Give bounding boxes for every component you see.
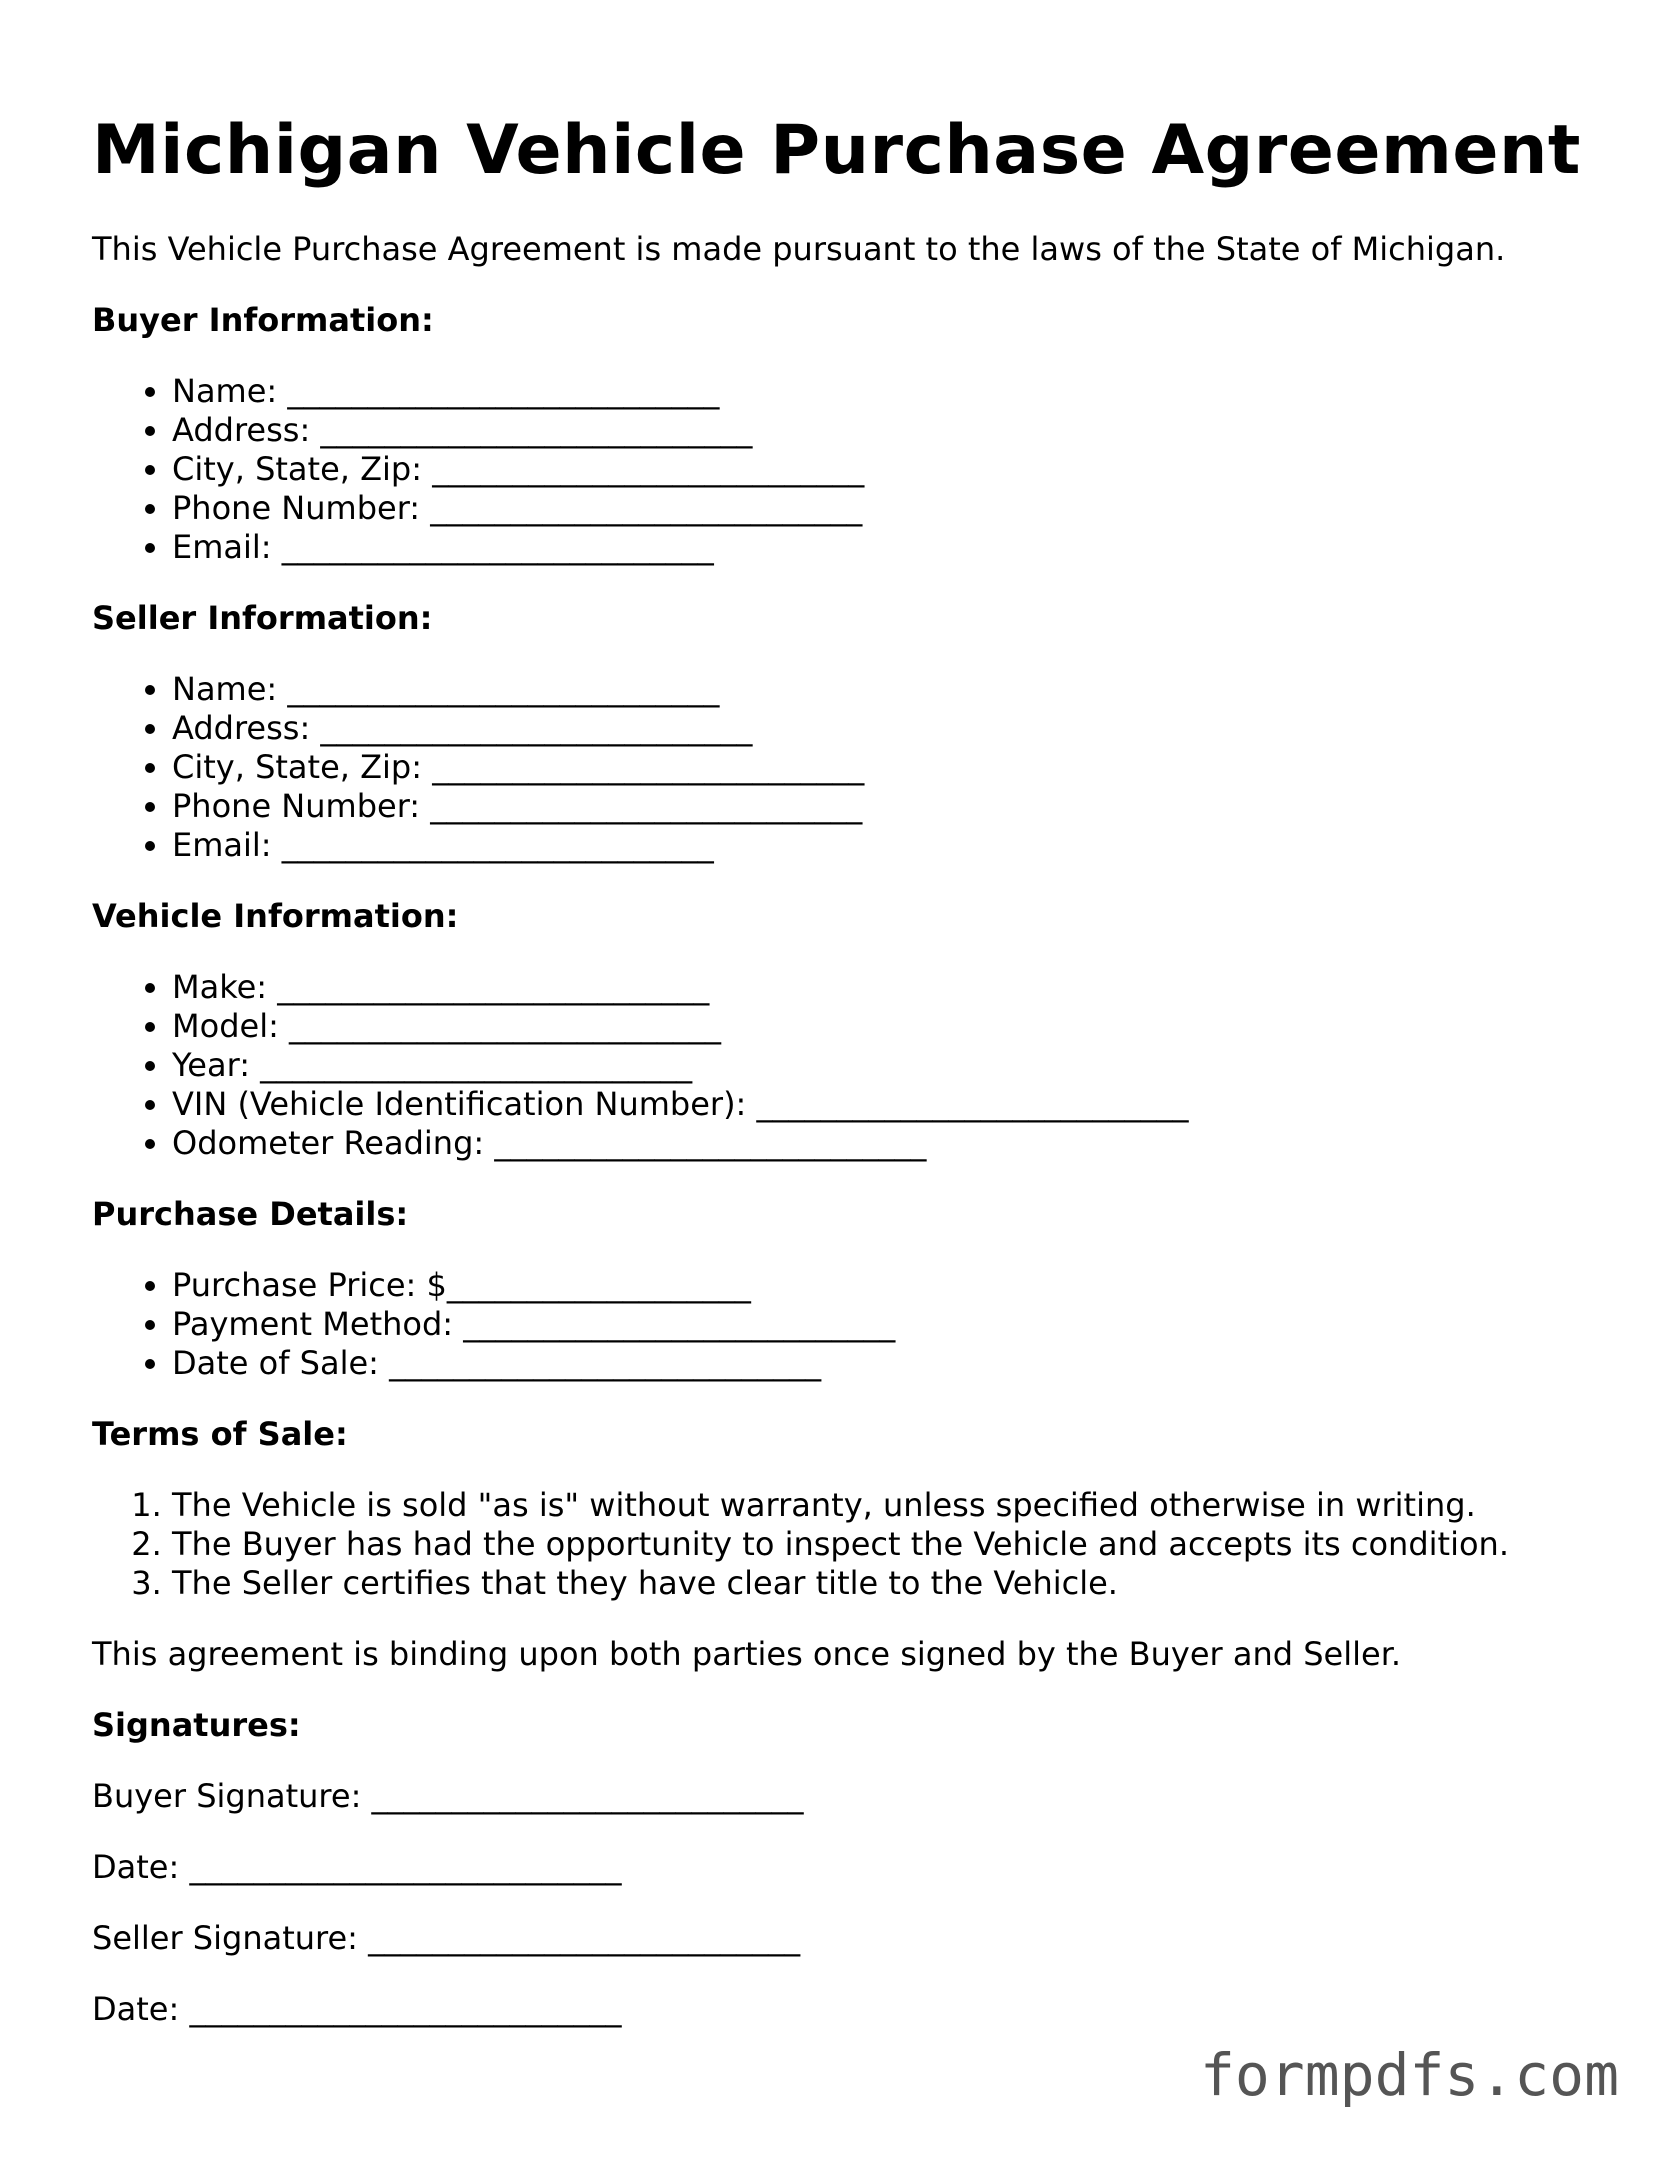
term-item: 3. The Seller certifies that they have clear title to the Vehicle. (172, 1564, 1592, 1603)
terms-list (92, 1486, 1592, 1603)
watermark-logo: formpdfs.com (1199, 2041, 1619, 2109)
seller-fields-list (92, 670, 1592, 865)
signatures-heading: Signatures: (92, 1706, 301, 1744)
buyer-heading: Buyer Information: (92, 301, 434, 339)
vehicle-make-field: • Make: ___________________________ (172, 968, 1592, 1007)
buyer-city-state-zip-field: • City, State, Zip: ___________________________ (172, 450, 1592, 489)
seller-email-field: • Email: ___________________________ (172, 826, 1592, 865)
buyer-phone-field: • Phone Number: ___________________________ (172, 489, 1592, 528)
buyer-signature-line: Buyer Signature: ___________________________ (92, 1777, 804, 1815)
buyer-email-field: • Email: ___________________________ (172, 528, 1592, 567)
purchase-fields-list (92, 1266, 1592, 1383)
purchase-price-field: • Purchase Price: $___________________ (172, 1266, 1592, 1305)
buyer-date-line: Date: ___________________________ (92, 1848, 622, 1886)
document-page (92, 110, 1592, 2061)
vehicle-vin-field: • VIN (Vehicle Identification Number): ___________________________ (172, 1085, 1592, 1124)
seller-heading: Seller Information: (92, 599, 433, 637)
seller-date-line: Date: ___________________________ (92, 1990, 622, 2028)
seller-address-field: • Address: ___________________________ (172, 709, 1592, 748)
vehicle-year-field: • Year: ___________________________ (172, 1046, 1592, 1085)
seller-city-state-zip-field: • City, State, Zip: ___________________________ (172, 748, 1592, 787)
terms-heading: Terms of Sale: (92, 1415, 348, 1453)
seller-phone-field: • Phone Number: ___________________________ (172, 787, 1592, 826)
vehicle-fields-list (92, 968, 1592, 1163)
vehicle-heading: Vehicle Information: (92, 897, 459, 935)
buyer-fields-list (92, 372, 1592, 567)
term-item: 2. The Buyer has had the opportunity to inspect the Vehicle and accepts its condition. (172, 1525, 1592, 1564)
seller-name-field: • Name: ___________________________ (172, 670, 1592, 709)
intro-paragraph: This Vehicle Purchase Agreement is made pursuant to the laws of the State of Michigan. (92, 230, 1506, 268)
payment-method-field: • Payment Method: ___________________________ (172, 1305, 1592, 1344)
purchase-heading: Purchase Details: (92, 1195, 409, 1233)
buyer-name-field: • Name: ___________________________ (172, 372, 1592, 411)
date-of-sale-field: • Date of Sale: ___________________________ (172, 1344, 1592, 1383)
buyer-address-field: • Address: ___________________________ (172, 411, 1592, 450)
vehicle-model-field: • Model: ___________________________ (172, 1007, 1592, 1046)
seller-signature-line: Seller Signature: ___________________________ (92, 1919, 801, 1957)
vehicle-odometer-field: • Odometer Reading: ___________________________ (172, 1124, 1592, 1163)
binding-paragraph: This agreement is binding upon both parties once signed by the Buyer and Seller. (92, 1635, 1402, 1673)
document-title: Michigan Vehicle Purchase Agreement (92, 111, 1581, 190)
term-item: 1. The Vehicle is sold "as is" without warranty, unless specified otherwise in writing. (172, 1486, 1592, 1525)
